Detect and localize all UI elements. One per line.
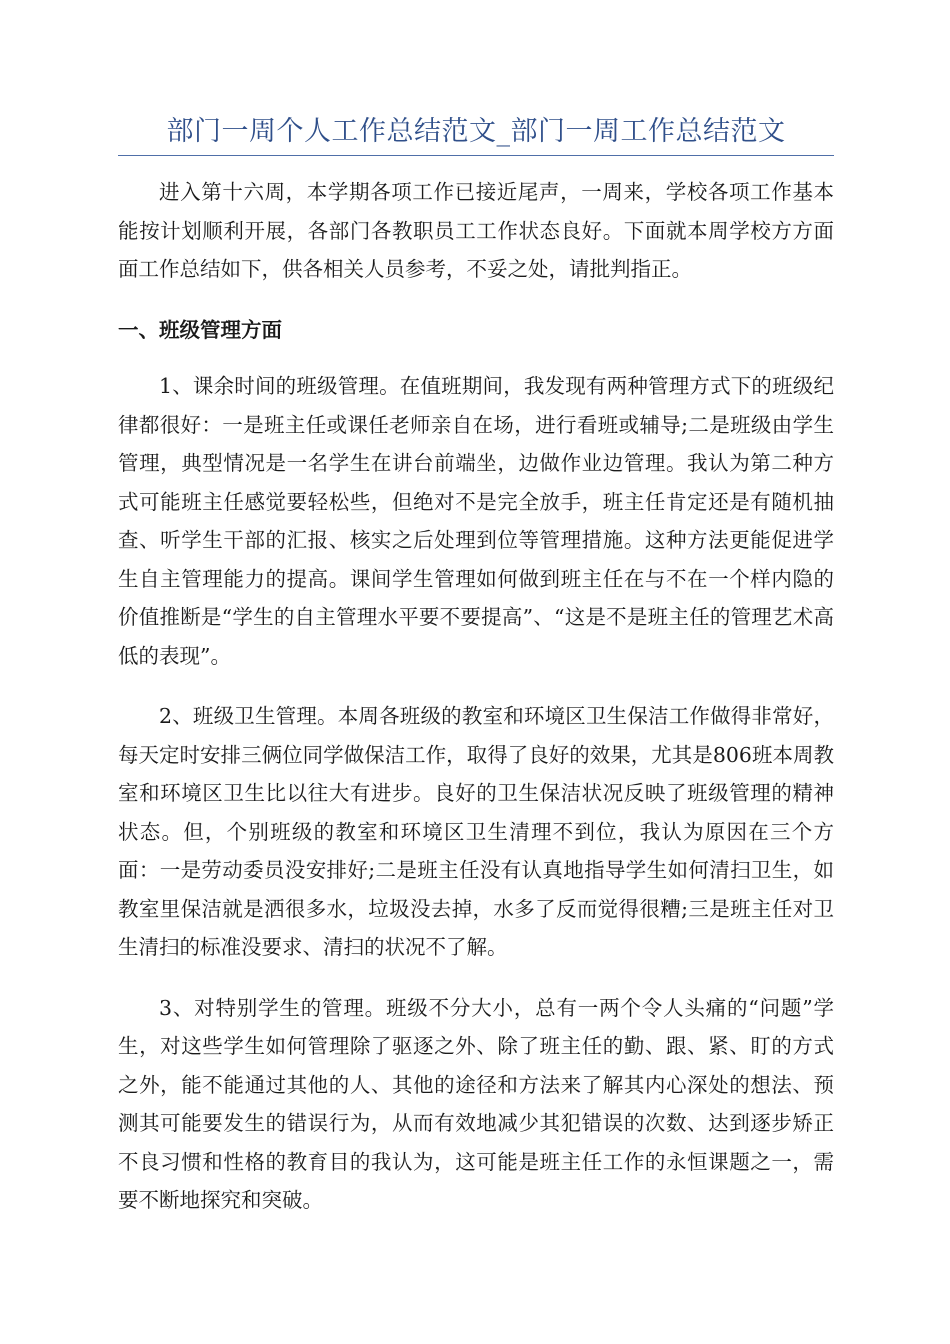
paragraph-item-1: 1、课余时间的班级管理。在值班期间，我发现有两种管理方式下的班级纪律都很好：一是班主任或课任老师亲自在场，进行看班或辅导;二是班级由学生管理，典型情况是一名学生在讲台前端坐，边做作业边管理。我认为第二种方式可能班主任感觉要轻松些，但绝对不是完全放手，班主任肯定还是有随机抽查、听学生干部的汇报、核实之后处理到位等管理措施。这种方法更能促进学生自主管理能力的提高。课间学生管理如何做到班主任在与不在一个样内隐的价值推断是“学生的自主管理水平要不要提高”、“这是不是班主任的管理艺术高低的表现”。	[118, 374, 834, 668]
document-title: 部门一周个人工作总结范文_部门一周工作总结范文	[166, 116, 786, 147]
section-heading: 一、班级管理方面	[118, 317, 282, 342]
document-body	[118, 173, 834, 1242]
paragraph-item-3: 3、对特别学生的管理。班级不分大小，总有一两个令人头痛的“问题”学生，对这些学生如何管理除了驱逐之外、除了班主任的勤、跟、紧、盯的方式之外，能不能通过其他的人、其他的途径和方法来了解其内心深处的想法、预测其可能要发生的错误行为，从而有效地减少其犯错误的次数、达到逐步矫正不良习惯和性格的教育目的我认为，这可能是班主任工作的永恒课题之一，需要不断地探究和突破。	[118, 995, 834, 1212]
title-underline	[118, 155, 834, 156]
intro-paragraph: 进入第十六周，本学期各项工作已接近尾声，一周来，学校各项工作基本能按计划顺利开展，各部门各教职员工工作状态良好。下面就本周学校方方面面工作总结如下，供各相关人员参考，不妥之处，请批判指正。	[118, 180, 834, 281]
paragraph-item-2: 2、班级卫生管理。本周各班级的教室和环境区卫生保洁工作做得非常好，每天定时安排三俩位同学做保洁工作，取得了良好的效果，尤其是806班本周教室和环境区卫生比以往大有进步。良好的卫生保洁状况反映了班级管理的精神状态。但，个别班级的教室和环境区卫生清理不到位，我认为原因在三个方面：一是劳动委员没安排好;二是班主任没有认真地指导学生如何清扫卫生，如教室里保洁就是洒很多水，垃圾没去掉，水多了反而觉得很糟;三是班主任对卫生清扫的标准没要求、清扫的状况不了解。	[118, 704, 834, 959]
